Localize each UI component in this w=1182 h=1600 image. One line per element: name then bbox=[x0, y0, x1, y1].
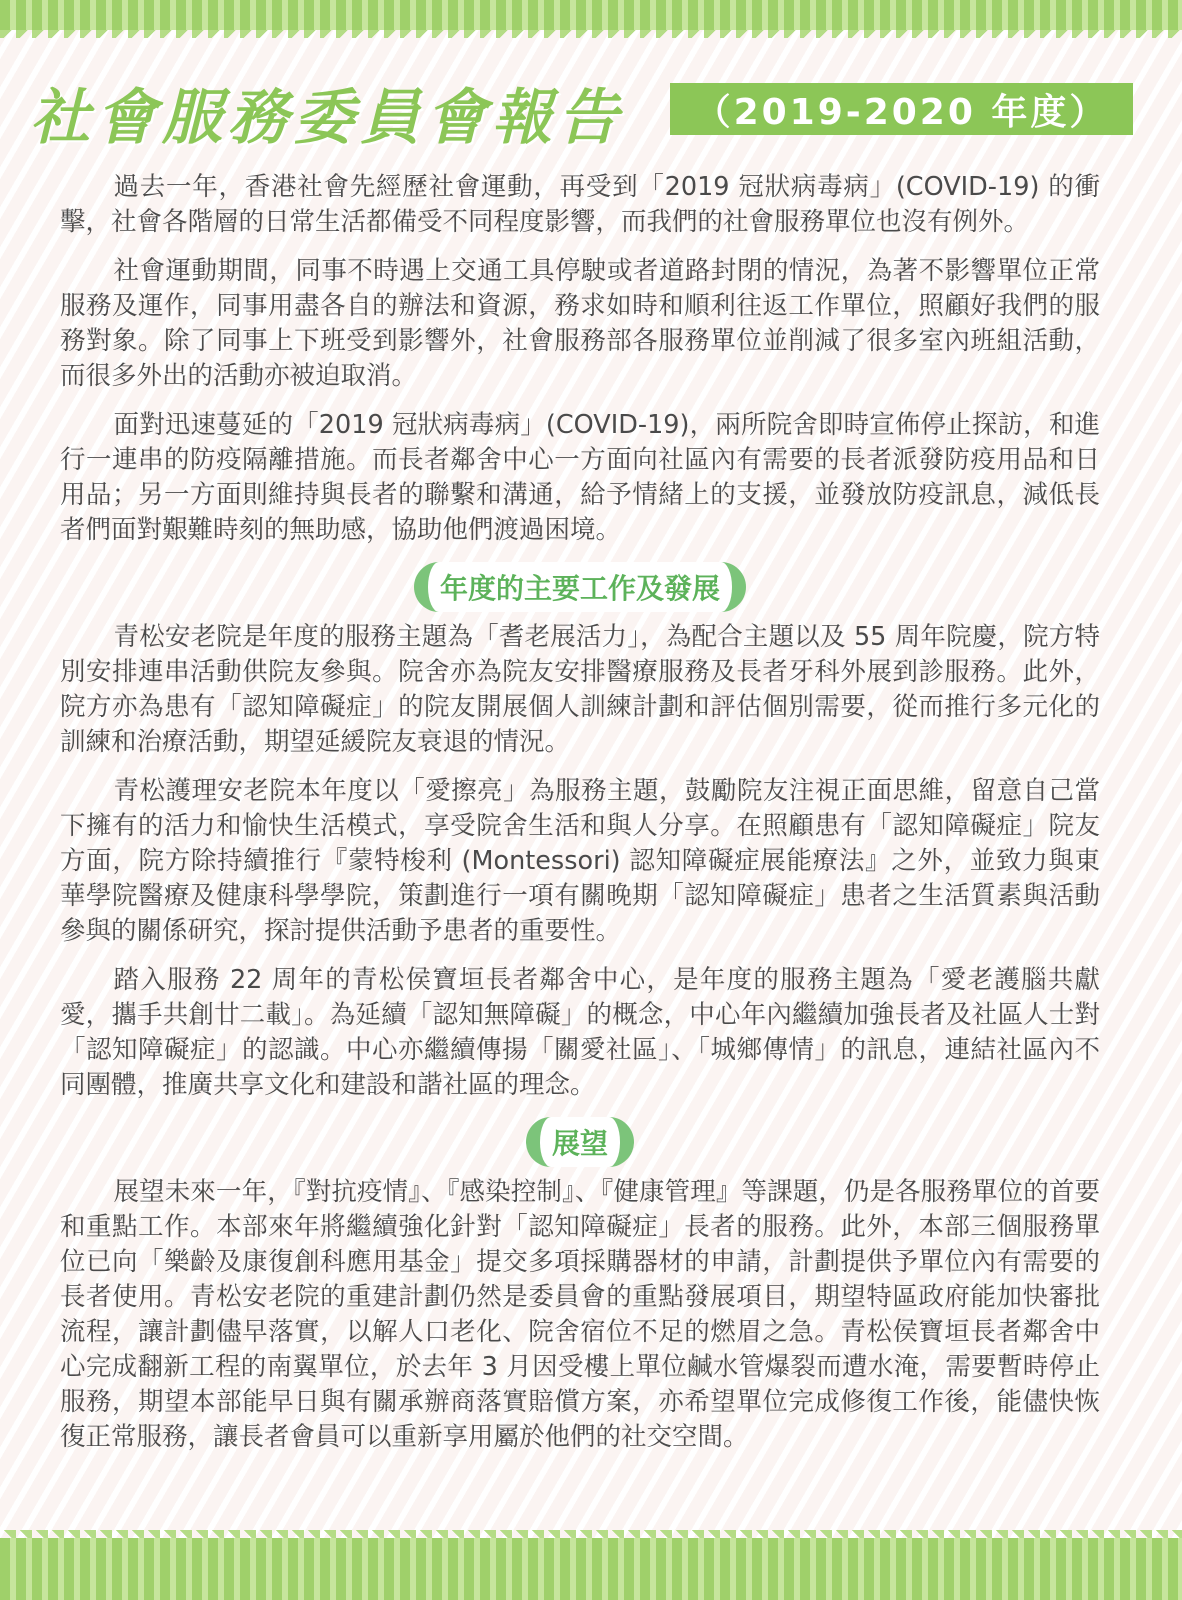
section-paragraph: 青松安老院是年度的服務主題為「耆老展活力」，為配合主題以及 55 周年院慶，院方特別安排連串活動供院友參與。院舍亦為院友安排醫療服務及長者牙科外展到診服務。此外，院方亦為患有「認知障礙症」的院友開展個人訓練計劃和評估個別需要，從而推行多元化的訓練和治療活動，期望延緩院友衰退的情況。 bbox=[60, 622, 1100, 757]
report-body bbox=[60, 170, 1100, 1469]
intro-paragraph: 面對迅速蔓延的「2019 冠狀病毒病」(COVID-19)，兩所院舍即時宣佈停止探訪，和進行一連串的防疫隔離措施。而長者鄰舍中心一方面向社區內有需要的長者派發防疫用品和日用品；另一方面則維持與長者的聯繫和溝通，給予情緒上的支援，並發放防疫訊息，減低長者們面對艱難時刻的無助感，協助他們渡過困境。 bbox=[60, 410, 1100, 545]
year-banner: （2019-2020 年度） bbox=[670, 83, 1133, 135]
intro-paragraph: 過去一年，香港社會先經歷社會運動，再受到「2019 冠狀病毒病」(COVID-19) 的衝擊，社會各階層的日常生活都備受不同程度影響，而我們的社會服務單位也沒有例外。 bbox=[60, 172, 1100, 237]
bottom-decorative-border bbox=[0, 1538, 1182, 1600]
top-decorative-border bbox=[0, 0, 1182, 30]
section-paragraph: 踏入服務 22 周年的青松侯寶垣長者鄰舍中心，是年度的服務主題為「愛老護腦共獻愛，攜手共創廿二載」。為延續「認知無障礙」的概念，中心年內繼續加強長者及社區人士對「認知障礙症」的認識。中心亦繼續傳揚「關愛社區」、「城鄉傳情」的訊息，連結社區內不同團體，推廣共享文化和建設和諧社區的理念。 bbox=[60, 965, 1100, 1100]
section-paragraph: 青松護理安老院本年度以「愛擦亮」為服務主題，鼓勵院友注視正面思維，留意自己當下擁有的活力和愉快生活模式，享受院舍生活和與人分享。在照顧患有「認知障礙症」院友方面，院方除持續推行『蒙特梭利 (Montessori) 認知障礙症展能療法』之外，並致力與東華學院醫療及健康科學學院，策劃進行一項有關晚期「認知障礙症」患者之生活質素與活動參與的關係研究，探討提供活動予患者的重要性。 bbox=[60, 776, 1100, 946]
section-heading-main-work bbox=[60, 562, 1100, 612]
page-title: 社會服務委員會報告 bbox=[30, 83, 624, 153]
section-heading-label: 年度的主要工作及發展 bbox=[414, 562, 746, 612]
intro-paragraph: 社會運動期間，同事不時遇上交通工具停駛或者道路封閉的情況，為著不影響單位正常服務及運作，同事用盡各自的辦法和資源，務求如時和順利往返工作單位，照顧好我們的服務對象。除了同事上下班受到影響外，社會服務部各服務單位並削減了很多室內班組活動，而很多外出的活動亦被迫取消。 bbox=[60, 256, 1100, 391]
section-paragraph: 展望未來一年，『對抗疫情』、『感染控制』、『健康管理』等課題，仍是各服務單位的首要和重點工作。本部來年將繼續強化針對「認知障礙症」長者的服務。此外，本部三個服務單位已向「樂齡及康復創科應用基金」提交多項採購器材的申請，計劃提供予單位內有需要的長者使用。青松安老院的重建計劃仍然是委員會的重點發展項目，期望特區政府能加快審批流程，讓計劃儘早落實，以解人口老化、院舍宿位不足的燃眉之急。青松侯寶垣長者鄰舍中心完成翻新工程的南翼單位，於去年 3 月因受樓上單位鹹水管爆裂而遭水淹，需要暫時停止服務，期望本部能早日與有關承辦商落實賠償方案，亦希望單位完成修復工作後，能儘快恢復正常服務，讓長者會員可以重新享用屬於他們的社交空間。 bbox=[60, 1177, 1100, 1452]
section-heading-outlook bbox=[60, 1117, 1100, 1167]
section-heading-label: 展望 bbox=[526, 1117, 634, 1167]
